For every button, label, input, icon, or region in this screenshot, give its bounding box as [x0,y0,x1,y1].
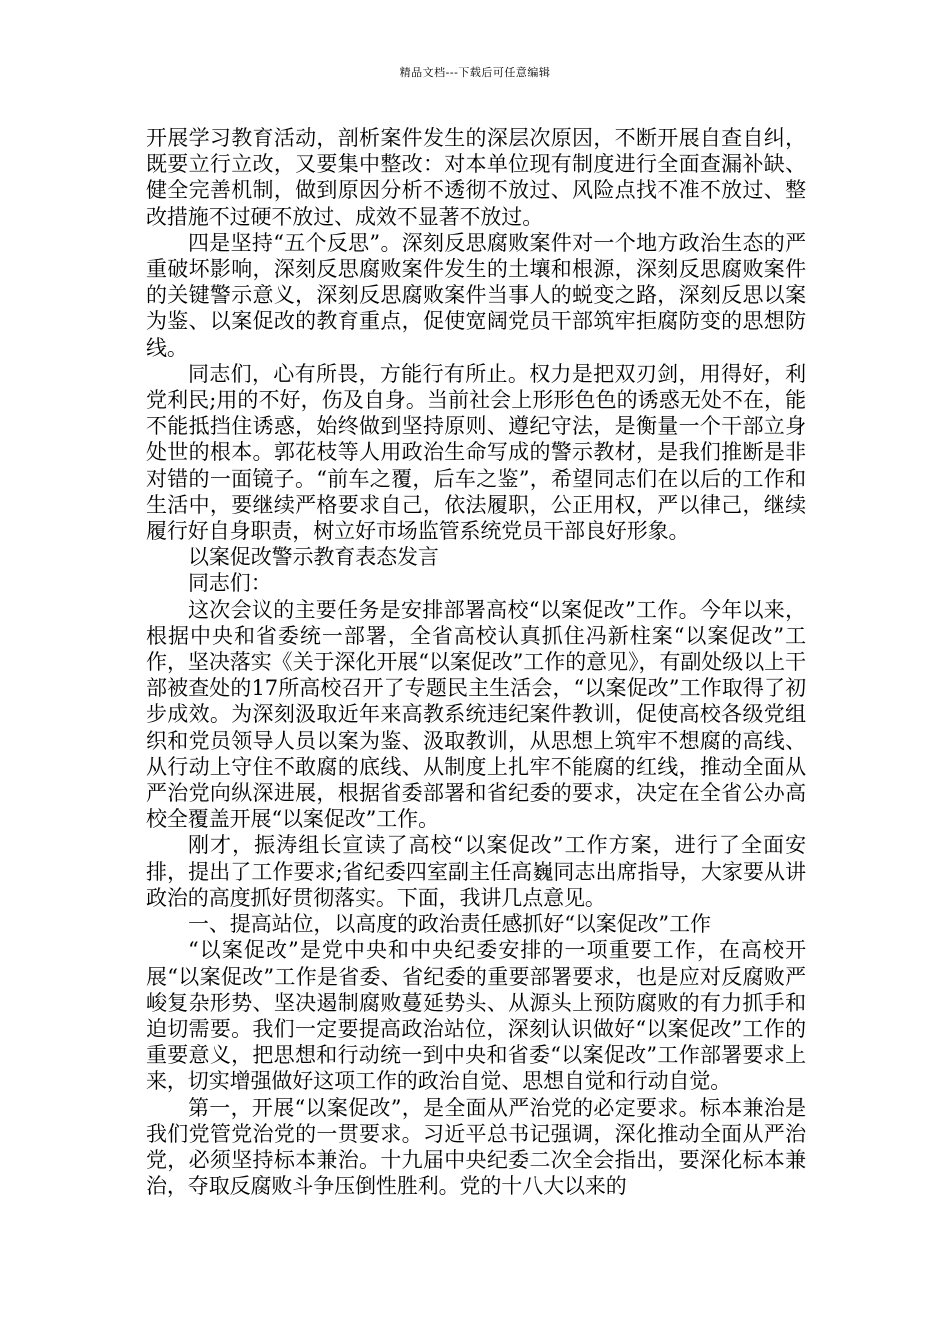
paragraph-5: 刚才，振涛组长宣读了高校“以案促改”工作方案，进行了全面安排，提出了工作要求;省纪委四室副主任高巍同志出席指导，大家要从讲政治的高度抓好贯彻落实。下面，我讲几点意见。 [146,833,806,910]
salutation: 同志们： [188,571,272,596]
document-title: 以案促改警示教育表态发言 [188,545,439,570]
paragraph-1: 开展学习教育活动，剖析案件发生的深层次原因，不断开展自查自纠，既要立行立改，又要集中整改：对本单位现有制度进行全面查漏补缺、健全完善机制，做到原因分析不透彻不放过、风险点找不准不放过、整改措施不过硬不放过、成效不显著不放过。 [146,126,806,229]
section-heading: 一、提高站位，以高度的政治责任感抓好“以案促改”工作 [188,912,711,937]
paragraph-6: “以案促改”是党中央和中央纪委安排的一项重要工作，在高校开展“以案促改”工作是省委、省纪委的重要部署要求，也是应对反腐败严峻复杂形势、坚决遏制腐败蔓延势头、从源头上预防腐败的有力抓手和迫切需要。我们一定要提高政治站位，深刻认识做好“以案促改”工作的重要意义，把思想和行动统一到中央和省委“以案促改”工作部署要求上来，切实增强做好这项工作的政治自觉、思想自觉和行动自觉。 [146,938,806,1094]
document-body [146,125,806,1199]
paragraph-7: 第一，开展“以案促改”，是全面从严治党的必定要求。标本兼治是我们党管党治党的一贯要求。习近平总书记强调，深化推动全面从严治党，必须坚持标本兼治。十九届中央纪委二次全会指出，要深化标本兼治，夺取反腐败斗争压倒性胜利。党的十八大以来的 [146,1095,806,1199]
paragraph-3: 同志们，心有所畏，方能行有所止。权力是把双刃剑，用得好，利党利民;用的不好，伤及自身。当前社会上形形色色的诱惑无处不在，能不能抵挡住诱惑，始终做到坚持原则、遵纪守法，是衡量一个干部立身处世的根本。郭花枝等人用政治生命写成的警示教材，是我们推断是非对错的一面镜子。“前车之覆，后车之鉴”，希望同志们在以后的工作和生活中，要继续严格要求自己，依法履职，公正用权，严以律己，继续履行好自身职责，树立好市场监管系统党员干部良好形象。 [146,361,806,544]
page-header: 精品文档---下载后可任意编辑 [399,66,551,79]
paragraph-4: 这次会议的主要任务是安排部署高校“以案促改”工作。今年以来，根据中央和省委统一部署，全省高校认真抓住冯新柱案“以案促改”工作，坚决落实《关于深化开展“以案促改”工作的意见》，有副处级以上干部被查处的17所高校召开了专题民主生活会，“以案促改”工作取得了初步成效。为深刻汲取近年来高教系统违纪案件教训，促使高校各级党组织和党员领导人员以案为鉴、汲取教训，从思想上筑牢不想腐的高线、从行动上守住不敢腐的底线、从制度上扎牢不能腐的红线，推动全面从严治党向纵深进展，根据省委部署和省纪委的要求，决定在全省公办高校全覆盖开展“以案促改”工作。 [146,597,806,832]
paragraph-2: 四是坚持“五个反思”。深刻反思腐败案件对一个地方政治生态的严重破坏影响，深刻反思腐败案件发生的土壤和根源，深刻反思腐败案件的关键警示意义，深刻反思腐败案件当事人的蜕变之路，深刻反思以案为鉴、以案促改的教育重点，促使宽阔党员干部筑牢拒腐防变的思想防线。 [146,230,806,360]
